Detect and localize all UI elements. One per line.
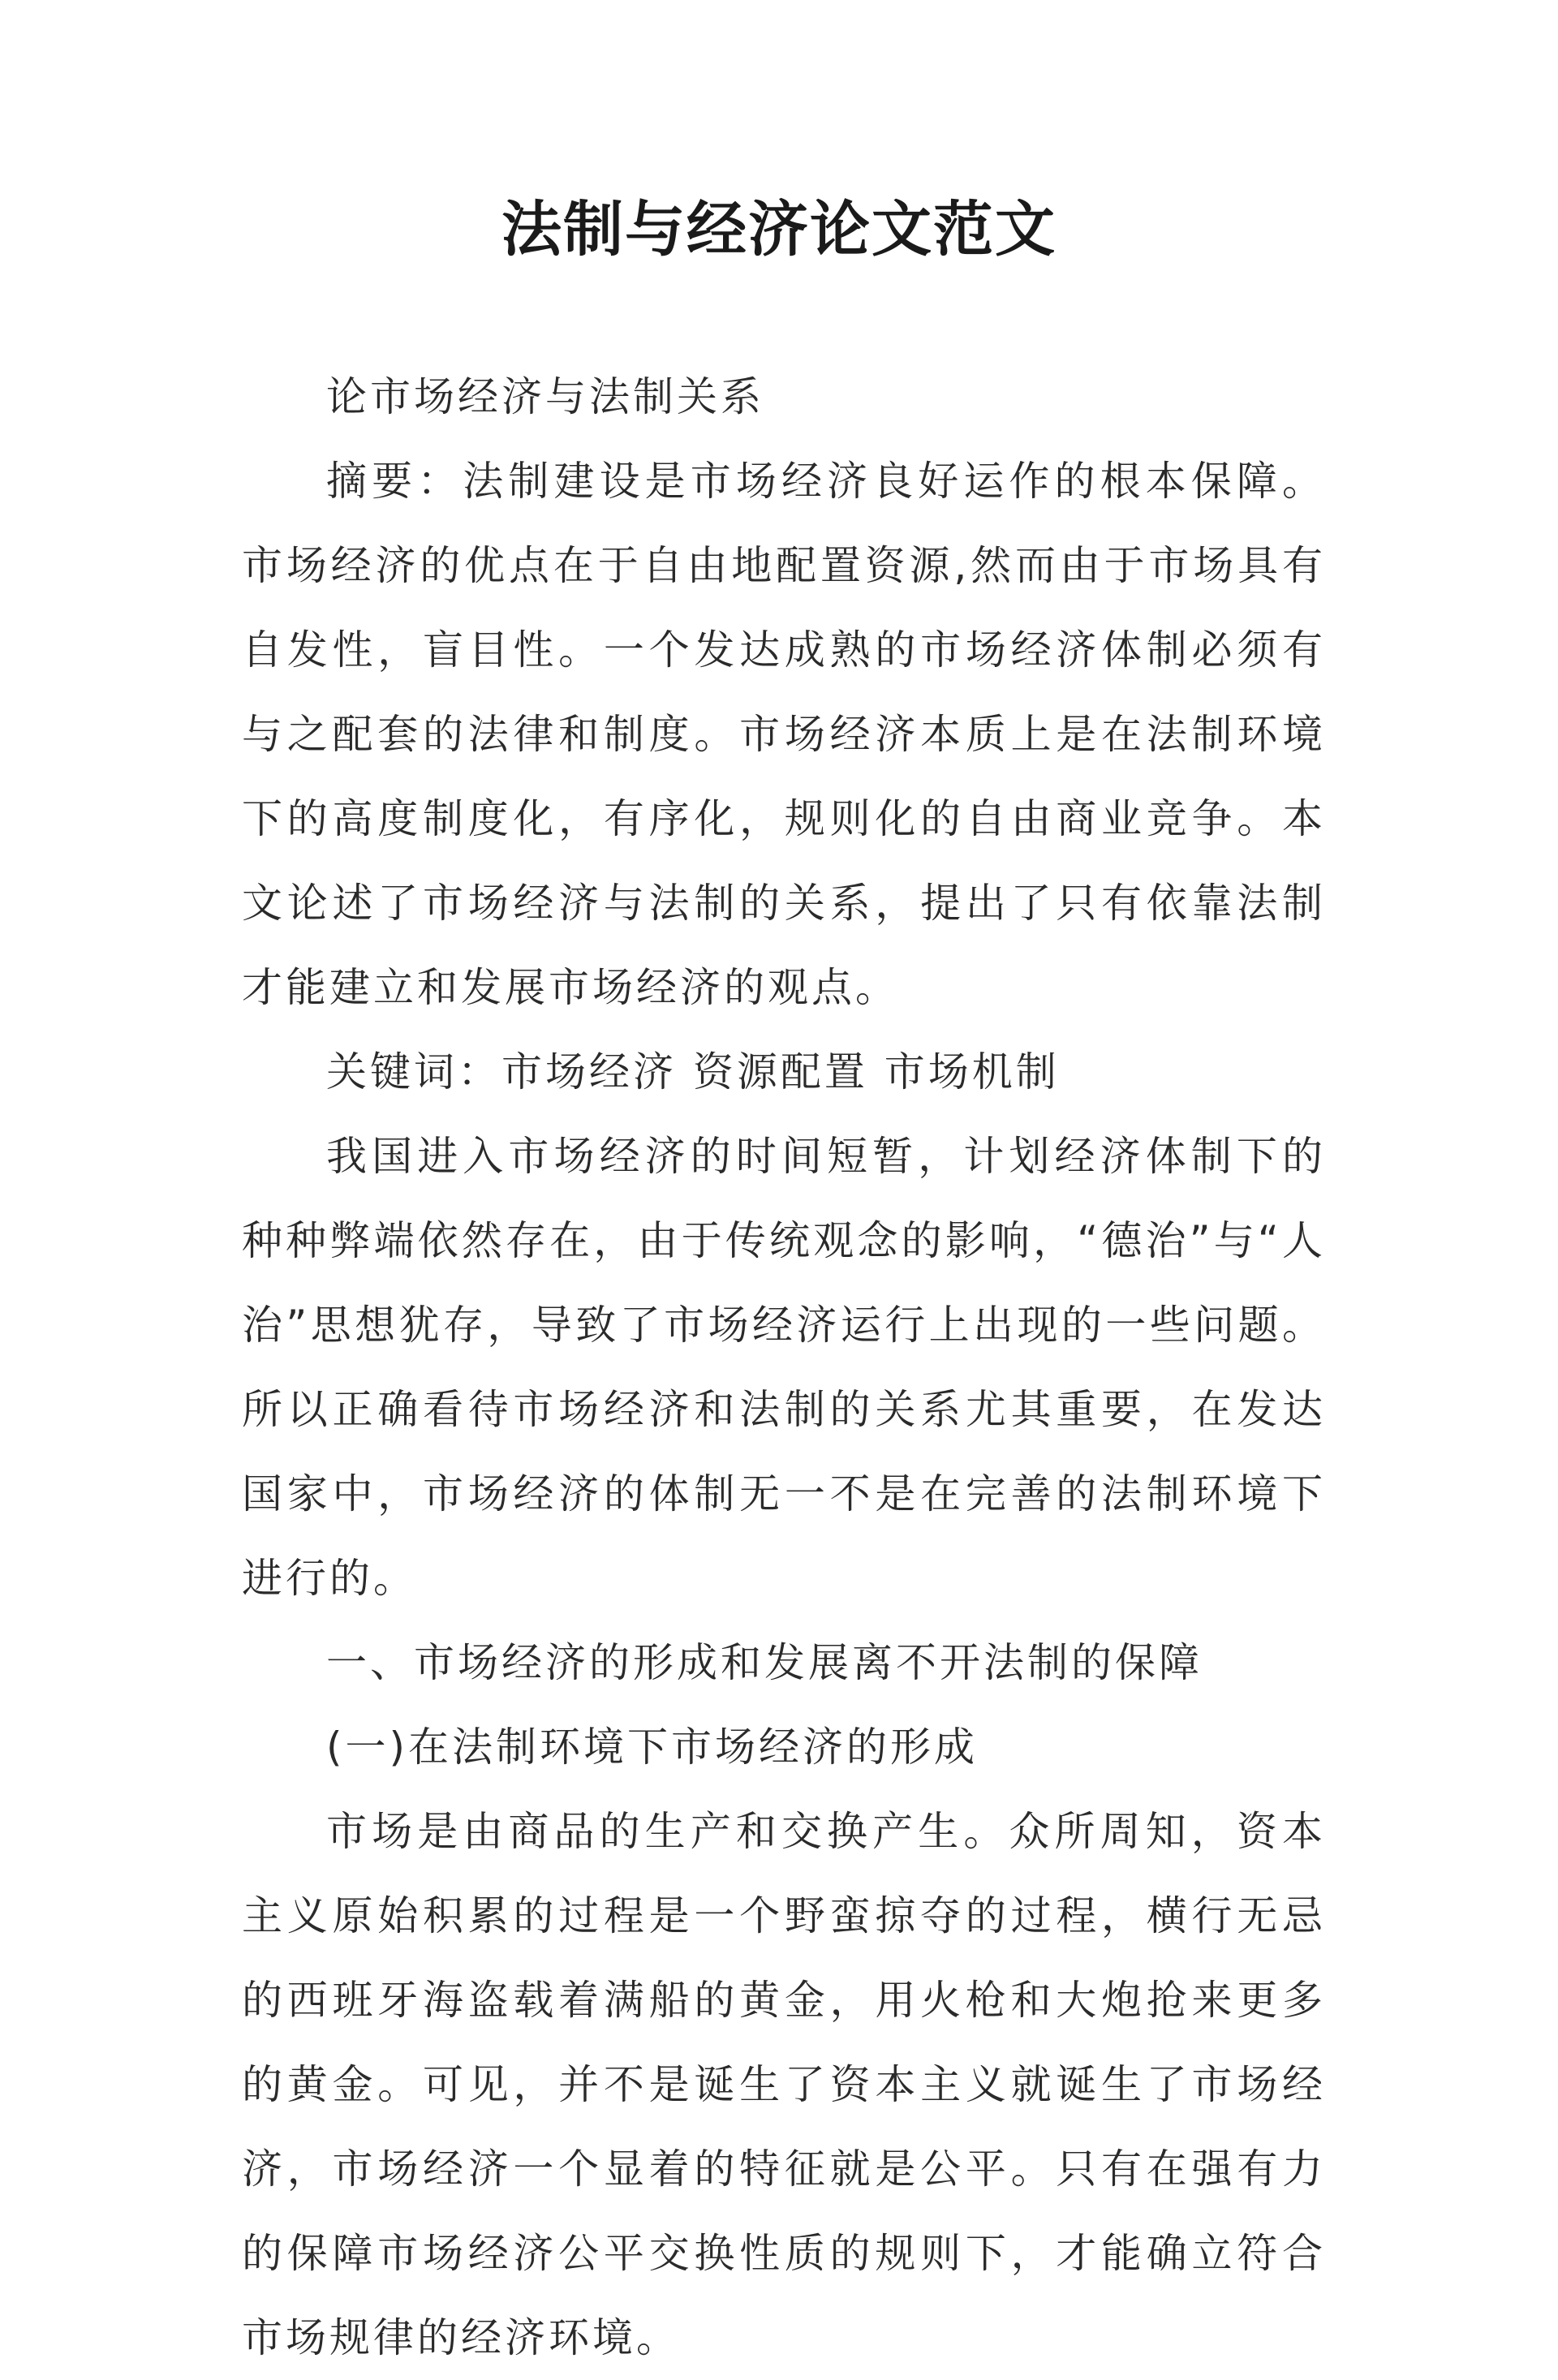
body-paragraph: 市场是由商品的生产和交换产生。众所周知，资本主义原始积累的过程是一个野蛮掠夺的过程，横行无忌的西班牙海盗载着满船的黄金，用火枪和大炮抢来更多的黄金。可见，并不是诞生了资本主义就诞生了市场经济，市场经济一个显着的特征就是公平。只有在强有力的保障市场经济公平交换性质的规则下，才能确立符合市场规律的经济环境。 [242, 1808, 1326, 2361]
subsection-heading-1: (一)在法制环境下市场经济的形成 [326, 1724, 979, 1771]
keywords-paragraph: 关键词：市场经济 资源配置 市场机制 [326, 1048, 1060, 1095]
document-body [242, 355, 1326, 2380]
document-title: 法制与经济论文范文 [501, 195, 1057, 265]
abstract-paragraph: 摘要：法制建设是市场经济良好运作的根本保障。市场经济的优点在于自由地配置资源,然而由于市场具有自发性，盲目性。一个发达成熟的市场经济体制必须有与之配套的法律和制度。市场经济本质上是在法制环境下的高度制度化，有序化，规则化的自由商业竞争。本文论述了市场经济与法制的关系，提出了只有依靠法制才能建立和发展市场经济的观点。 [242, 458, 1326, 1011]
intro-paragraph: 我国进入市场经济的时间短暂，计划经济体制下的种种弊端依然存在，由于传统观念的影响，“德治”与“人治”思想犹存，导致了市场经济运行上出现的一些问题。所以正确看待市场经济和法制的关系尤其重要，在发达国家中，市场经济的体制无一不是在完善的法制环境下进行的。 [242, 1133, 1326, 1602]
section-heading-1: 一、市场经济的形成和发展离不开法制的保障 [326, 1639, 1203, 1686]
paper-subtitle: 论市场经济与法制关系 [326, 373, 764, 420]
